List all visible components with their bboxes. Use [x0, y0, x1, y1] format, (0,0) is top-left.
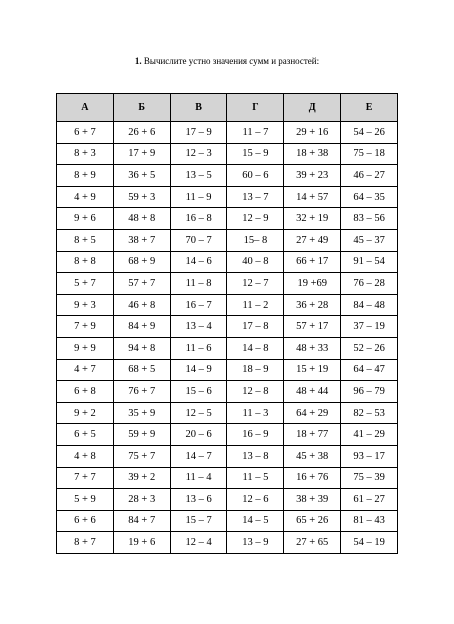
- table-cell: 36 + 5: [113, 165, 170, 187]
- table-cell: 40 – 8: [227, 251, 284, 273]
- table-cell: 27 + 49: [284, 229, 341, 251]
- table-cell: 64 + 29: [284, 402, 341, 424]
- table-cell: 6 + 6: [57, 510, 114, 532]
- table-cell: 35 + 9: [113, 402, 170, 424]
- table-cell: 81 – 43: [341, 510, 398, 532]
- table-cell: 27 + 65: [284, 532, 341, 554]
- table-cell: 9 + 9: [57, 337, 114, 359]
- exercise-instruction: Вычислите устно значения сумм и разностей:: [143, 56, 320, 66]
- table-row: [57, 381, 398, 403]
- table-cell: 76 + 7: [113, 381, 170, 403]
- table-cell: 8 + 3: [57, 143, 114, 165]
- table-cell: 17 – 8: [227, 316, 284, 338]
- table-cell: 16 – 9: [227, 424, 284, 446]
- table-cell: 8 + 9: [57, 165, 114, 187]
- table-cell: 12 – 6: [227, 489, 284, 511]
- table-row: [57, 208, 398, 230]
- table-cell: 9 + 2: [57, 402, 114, 424]
- table-cell: 19 + 6: [113, 532, 170, 554]
- table-row: [57, 229, 398, 251]
- table-cell: 14 + 57: [284, 186, 341, 208]
- table-cell: 18 + 77: [284, 424, 341, 446]
- table-cell: 8 + 5: [57, 229, 114, 251]
- table-cell: 36 + 28: [284, 294, 341, 316]
- table-cell: 13 – 5: [170, 165, 227, 187]
- header-row: [57, 94, 398, 122]
- table-cell: 54 – 26: [341, 122, 398, 144]
- table-cell: 6 + 7: [57, 122, 114, 144]
- table-cell: 6 + 5: [57, 424, 114, 446]
- table-cell: 16 + 76: [284, 467, 341, 489]
- table-cell: 84 + 9: [113, 316, 170, 338]
- table-cell: 48 + 44: [284, 381, 341, 403]
- table-cell: 13 – 6: [170, 489, 227, 511]
- column-header: Б: [113, 94, 170, 122]
- table-cell: 91 – 54: [341, 251, 398, 273]
- table-cell: 75 – 18: [341, 143, 398, 165]
- table-cell: 17 – 9: [170, 122, 227, 144]
- table-cell: 29 + 16: [284, 122, 341, 144]
- table-cell: 13 – 9: [227, 532, 284, 554]
- table-cell: 4 + 9: [57, 186, 114, 208]
- table-cell: 37 – 19: [341, 316, 398, 338]
- table-cell: 46 + 8: [113, 294, 170, 316]
- column-header: Г: [227, 94, 284, 122]
- table-cell: 82 – 53: [341, 402, 398, 424]
- table-cell: 16 – 7: [170, 294, 227, 316]
- table-cell: 41 – 29: [341, 424, 398, 446]
- table-cell: 45 + 38: [284, 445, 341, 467]
- table-cell: 12 – 8: [227, 381, 284, 403]
- table-header: [57, 94, 398, 122]
- table-cell: 60 – 6: [227, 165, 284, 187]
- column-header: Е: [341, 94, 398, 122]
- table-cell: 28 + 3: [113, 489, 170, 511]
- exercise-table: [56, 93, 398, 554]
- table-cell: 68 + 9: [113, 251, 170, 273]
- table-cell: 75 – 39: [341, 467, 398, 489]
- table-body: [57, 122, 398, 554]
- table-cell: 64 – 35: [341, 186, 398, 208]
- table-row: [57, 467, 398, 489]
- table-cell: 13 – 4: [170, 316, 227, 338]
- table-cell: 54 – 19: [341, 532, 398, 554]
- table-cell: 6 + 8: [57, 381, 114, 403]
- table-cell: 12 – 7: [227, 273, 284, 295]
- table-cell: 5 + 9: [57, 489, 114, 511]
- table-row: [57, 445, 398, 467]
- table-cell: 14 – 7: [170, 445, 227, 467]
- table-cell: 68 + 5: [113, 359, 170, 381]
- table-row: [57, 359, 398, 381]
- table-cell: 96 – 79: [341, 381, 398, 403]
- table-cell: 12 – 9: [227, 208, 284, 230]
- table-cell: 14 – 9: [170, 359, 227, 381]
- table-row: [57, 122, 398, 144]
- table-cell: 84 – 48: [341, 294, 398, 316]
- table-cell: 39 + 2: [113, 467, 170, 489]
- table-cell: 4 + 7: [57, 359, 114, 381]
- table-row: [57, 251, 398, 273]
- table-cell: 11 – 8: [170, 273, 227, 295]
- table-cell: 11 – 9: [170, 186, 227, 208]
- table-cell: 12 – 3: [170, 143, 227, 165]
- table-cell: 4 + 8: [57, 445, 114, 467]
- table-row: [57, 186, 398, 208]
- table-cell: 52 – 26: [341, 337, 398, 359]
- table-cell: 48 + 33: [284, 337, 341, 359]
- table-cell: 15 – 7: [170, 510, 227, 532]
- table-cell: 17 + 9: [113, 143, 170, 165]
- table-cell: 20 – 6: [170, 424, 227, 446]
- table-cell: 15 + 19: [284, 359, 341, 381]
- table-cell: 19 +69: [284, 273, 341, 295]
- table-row: [57, 316, 398, 338]
- table-row: [57, 424, 398, 446]
- table-cell: 64 – 47: [341, 359, 398, 381]
- table-cell: 13 – 7: [227, 186, 284, 208]
- table-cell: 8 + 7: [57, 532, 114, 554]
- table-cell: 12 – 4: [170, 532, 227, 554]
- column-header: В: [170, 94, 227, 122]
- table-cell: 93 – 17: [341, 445, 398, 467]
- table-cell: 5 + 7: [57, 273, 114, 295]
- table-cell: 83 – 56: [341, 208, 398, 230]
- table-cell: 14 – 5: [227, 510, 284, 532]
- table-row: [57, 489, 398, 511]
- table-cell: 26 + 6: [113, 122, 170, 144]
- table-cell: 12 – 5: [170, 402, 227, 424]
- table-cell: 70 – 7: [170, 229, 227, 251]
- table-cell: 11 – 5: [227, 467, 284, 489]
- table-cell: 38 + 39: [284, 489, 341, 511]
- table-cell: 32 + 19: [284, 208, 341, 230]
- table-cell: 7 + 7: [57, 467, 114, 489]
- table-cell: 9 + 6: [57, 208, 114, 230]
- table-cell: 7 + 9: [57, 316, 114, 338]
- table-cell: 84 + 7: [113, 510, 170, 532]
- table-row: [57, 165, 398, 187]
- table-cell: 16 – 8: [170, 208, 227, 230]
- table-cell: 14 – 6: [170, 251, 227, 273]
- table-cell: 65 + 26: [284, 510, 341, 532]
- table-cell: 11 – 2: [227, 294, 284, 316]
- table-cell: 59 + 3: [113, 186, 170, 208]
- table-cell: 15 – 9: [227, 143, 284, 165]
- table-row: [57, 402, 398, 424]
- table-cell: 76 – 28: [341, 273, 398, 295]
- table-cell: 75 + 7: [113, 445, 170, 467]
- table-cell: 9 + 3: [57, 294, 114, 316]
- table-row: [57, 532, 398, 554]
- column-header: Д: [284, 94, 341, 122]
- table-cell: 18 + 38: [284, 143, 341, 165]
- table-cell: 11 – 4: [170, 467, 227, 489]
- table-row: [57, 273, 398, 295]
- exercise-heading: [0, 55, 454, 67]
- table-cell: 45 – 37: [341, 229, 398, 251]
- table-cell: 57 + 17: [284, 316, 341, 338]
- table-cell: 15– 8: [227, 229, 284, 251]
- table-cell: 66 + 17: [284, 251, 341, 273]
- table-row: [57, 337, 398, 359]
- table-cell: 18 – 9: [227, 359, 284, 381]
- table-row: [57, 294, 398, 316]
- table-cell: 59 + 9: [113, 424, 170, 446]
- table-cell: 48 + 8: [113, 208, 170, 230]
- table-cell: 11 – 6: [170, 337, 227, 359]
- table-cell: 15 – 6: [170, 381, 227, 403]
- table-row: [57, 510, 398, 532]
- table-cell: 13 – 8: [227, 445, 284, 467]
- table-cell: 11 – 3: [227, 402, 284, 424]
- exercise-number: 1.: [134, 56, 142, 66]
- table-cell: 94 + 8: [113, 337, 170, 359]
- column-header: А: [57, 94, 114, 122]
- table-cell: 38 + 7: [113, 229, 170, 251]
- table-cell: 61 – 27: [341, 489, 398, 511]
- table-cell: 57 + 7: [113, 273, 170, 295]
- table-row: [57, 143, 398, 165]
- table-cell: 14 – 8: [227, 337, 284, 359]
- table-cell: 11 – 7: [227, 122, 284, 144]
- table-cell: 39 + 23: [284, 165, 341, 187]
- table-cell: 8 + 8: [57, 251, 114, 273]
- table-cell: 46 – 27: [341, 165, 398, 187]
